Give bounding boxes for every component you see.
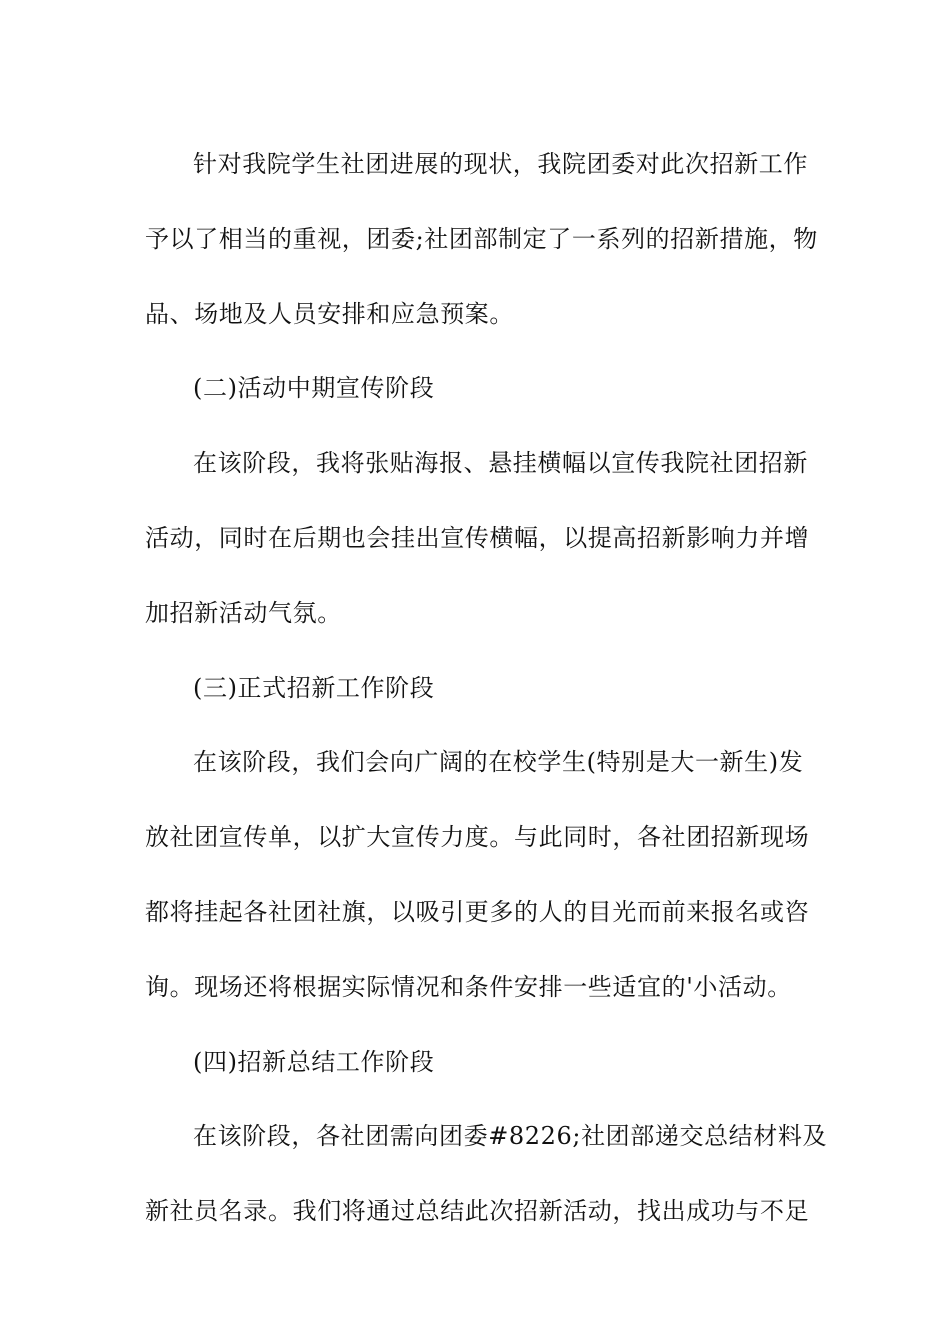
text-line: 都将挂起各社团社旗，以吸引更多的人的目光而前来报名或咨	[145, 897, 810, 926]
text-line: 针对我院学生社团进展的现状，我院团委对此次招新工作	[193, 150, 808, 178]
text-line: 品、场地及人员安排和应急预案。	[145, 299, 514, 328]
text-line: 在该阶段，我将张贴海报、悬挂横幅以宣传我院社团招新	[193, 449, 808, 478]
document-body	[145, 127, 828, 1249]
text-line: 活动，同时在后期也会挂出宣传横幅，以提高招新影响力并增	[145, 523, 810, 552]
text-line: 在该阶段，我们会向广阔的在校学生(特别是大一新生)发	[193, 748, 804, 777]
section-heading: (三)正式招新工作阶段	[193, 673, 435, 702]
section-heading: (二)活动中期宣传阶段	[193, 374, 435, 403]
section-heading: (四)招新总结工作阶段	[193, 1047, 435, 1076]
text-line: 在该阶段，各社团需向团委#8226;社团部递交总结材料及	[193, 1122, 828, 1151]
text-line: 放社团宣传单，以扩大宣传力度。与此同时，各社团招新现场	[145, 823, 810, 852]
text-line: 询。现场还将根据实际情况和条件安排一些适宜的'小活动。	[145, 972, 792, 1001]
text-line: 予以了相当的重视，团委;社团部制定了一系列的招新措施，物	[145, 224, 818, 253]
text-line: 加招新活动气氛。	[145, 598, 342, 627]
text-line: 新社员名录。我们将通过总结此次招新活动，找出成功与不足	[145, 1197, 810, 1226]
